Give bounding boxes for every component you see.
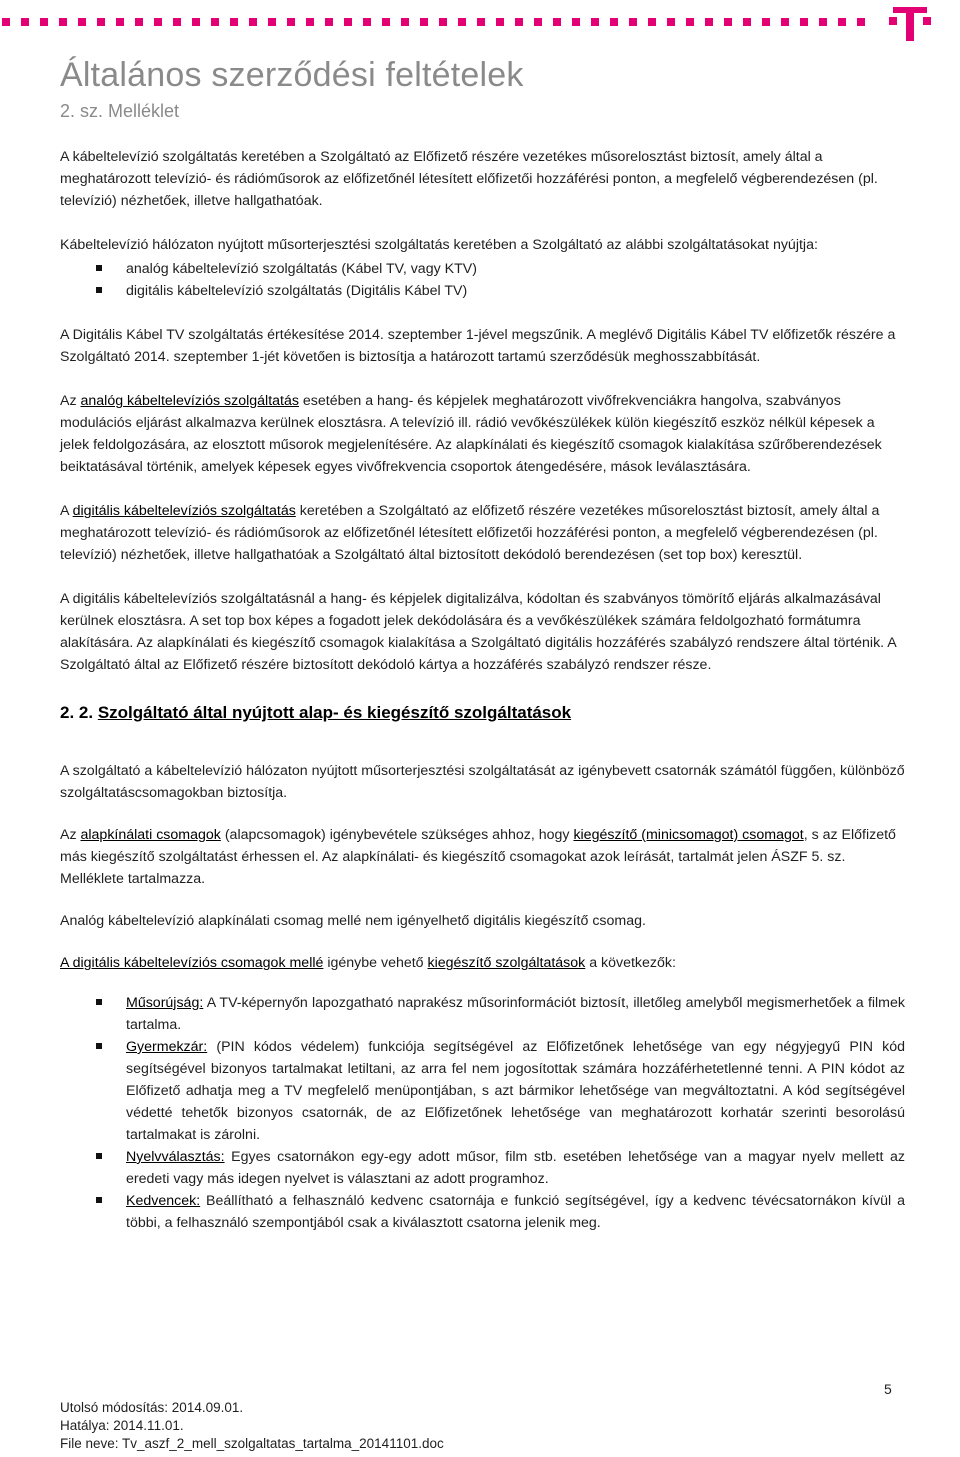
footer-effective: Hatálya: 2014.11.01. — [60, 1418, 184, 1433]
document-body — [60, 146, 905, 1234]
list-item: digitális kábeltelevízió szolgáltatás (Digitális Kábel TV) — [60, 280, 905, 302]
brand-dot — [287, 18, 295, 26]
footer-modified: Utolsó módosítás: 2014.09.01. — [60, 1400, 244, 1415]
brand-dot — [211, 18, 219, 26]
brand-dot — [230, 18, 238, 26]
brand-dot — [382, 18, 390, 26]
brand-dot — [762, 18, 770, 26]
brand-dot — [496, 18, 504, 26]
list-item: Nyelvválasztás: Egyes csatornákon egy-egy adott műsor, film stb. esetében lehetősége van a magyar nyelv mellett az eredeti vagy más idegen nyelvet is választani az adott programhoz. — [60, 1146, 905, 1190]
brand-dot — [21, 18, 29, 26]
brand-dot — [40, 18, 48, 26]
list-item: analóg kábeltelevízió szolgáltatás (Kábel TV, vagy KTV) — [60, 258, 905, 280]
brand-dot — [705, 18, 713, 26]
brand-dot — [819, 18, 827, 26]
intro-paragraph: A kábeltelevízió szolgáltatás keretében a Szolgáltató az Előfizető részére vezetékes műsorelosztást biztosít, amely által a meghatározott televízió- és rádióműsorok az előfizetőnél létesített előfizetői hozzáférési ponton, a megfelelő végberendezésen (pl. televízió) nézhetőek, illetve hallgathatóak. — [60, 149, 878, 209]
brand-dot — [78, 18, 86, 26]
brand-dot — [686, 18, 694, 26]
brand-dot — [135, 18, 143, 26]
analog-paragraph: Az analóg kábeltelevíziós szolgáltatás esetében a hang- és képjelek meghatározott vivőfrekvenciákra hangolva, szabványos modulációs eljárást alkalmazva kerülnek elosztásra. A televízió ill. rádió vevőkészülékek külön kiegészítő eszköz nélkül képesek a jelek feldolgozására, az elosztott műsorok megjelenítésére. Az alapkínálati és kiegészítő csomagok kialakítása szűrőberendezések beiktatásával történik, amelyek képesek egyes vivőfrekvencia csoportok átengedésére, mások leválasztására. — [60, 393, 882, 475]
brand-dot — [173, 18, 181, 26]
brand-dot — [534, 18, 542, 26]
brand-dot — [743, 18, 751, 26]
section-paragraph-3: Analóg kábeltelevízió alapkínálati csomag mellé nem igényelhető digitális kiegészítő csomag. — [60, 913, 646, 929]
digital-term: digitális kábeltelevíziós szolgáltatás — [72, 503, 296, 519]
section-paragraph-2: Az alapkínálati csomagok (alapcsomagok) igénybevétele szükséges ahhoz, hogy kiegészítő (minicsomagot) csomagot, s az Előfizető más kiegészítő szolgáltatást érhessen el. Az alapkínálati- és kiegészítő csomagokat azok leírását, tartalmát jelen ÁSZF 5. sz. Melléklete tartalmazza. — [60, 827, 896, 887]
brand-dot — [591, 18, 599, 26]
brand-dot — [344, 18, 352, 26]
brand-dot — [781, 18, 789, 26]
brand-dot — [97, 18, 105, 26]
brand-dot — [553, 18, 561, 26]
footer — [60, 1399, 444, 1453]
brand-dot — [192, 18, 200, 26]
brand-dot — [610, 18, 618, 26]
brand-dot — [363, 18, 371, 26]
brand-dot — [648, 18, 656, 26]
footer-file: File neve: Tv_aszf_2_mell_szolgaltatas_tartalma_20141101.doc — [60, 1436, 444, 1451]
section-paragraph-1: A szolgáltató a kábeltelevízió hálózaton nyújtott műsorterjesztési szolgáltatását az igénybevett csatornák számától függően, különböző szolgáltatáscsomagokban biztosítja. — [60, 763, 905, 801]
brand-dot — [2, 18, 10, 26]
list-item: Műsorújság: A TV-képernyőn lapozgatható naprakész műsorinformációt biztosít, illetőleg amelyből megismerhetőek a filmek tartalma. — [60, 992, 905, 1036]
page-title: Általános szerződési feltételek — [60, 56, 524, 94]
page-number: 5 — [884, 1381, 892, 1397]
brand-dot — [249, 18, 257, 26]
services-list — [60, 258, 905, 302]
brand-dot — [838, 18, 846, 26]
brand-dot — [458, 18, 466, 26]
brand-dot — [439, 18, 447, 26]
list-item: Gyermekzár: (PIN kódos védelem) funkciója segítségével az Előfizetőnek lehetősége van egy négyjegyű PIN kód segítségével bizonyos tartalmakat letiltani, az arra fel nem jogosítottak számára hozzáférhetetlenné tenni. A PIN kódot az Előfizető adhatja meg a TV megfelelő menüpontjában, s azt bármikor lehetősége van megváltoztatni. A kód segítségével védetté tehetők bizonyos csatornák, de az Előfizetőnek lehetősége van meghatározott korhatár szerinti besorolású tartalmakat is zárolni. — [60, 1036, 905, 1146]
brand-dot-strip — [0, 18, 880, 28]
brand-dot — [477, 18, 485, 26]
brand-dot — [724, 18, 732, 26]
list-item: Kedvencek: Beállítható a felhasználó kedvenc csatornája e funkció segítségével, így a kedvenc tévécsatornákon kívül a többi, a felhasználó szempontjából csak a kiválasztott csatorna jelenik meg. — [60, 1190, 905, 1234]
brand-dot — [515, 18, 523, 26]
features-list — [60, 992, 905, 1234]
brand-dot — [268, 18, 276, 26]
section-paragraph-4: A digitális kábeltelevíziós csomagok mellé igénybe vehető kiegészítő szolgáltatások a következők: — [60, 955, 676, 971]
brand-dot — [420, 18, 428, 26]
analog-term: analóg kábeltelevíziós szolgáltatás — [80, 393, 299, 409]
brand-dot — [667, 18, 675, 26]
brand-dot — [306, 18, 314, 26]
brand-dot — [857, 18, 865, 26]
digital-end-paragraph: A Digitális Kábel TV szolgáltatás értékesítése 2014. szeptember 1-jével megszűnik. A meglévő Digitális Kábel TV előfizetők részére a Szolgáltató 2014. szeptember 1-jét követően is biztosítja a határozott tartamú szerződésük meghosszabbítását. — [60, 327, 896, 365]
brand-dot — [325, 18, 333, 26]
digital-paragraph: A digitális kábeltelevíziós szolgáltatás keretében a Szolgáltató az előfizető részére vezetékes műsorelosztást biztosít, amely által a meghatározott televízió- és rádióműsorok az előfizetőnél létesített előfizetői hozzáférési ponton, a megfelelő végberendezésen (pl. televízió) nézhetőek, illetve hallgathatóak a Szolgáltató által biztosított dekódoló berendezésen (set top box) keresztül. — [60, 503, 880, 563]
services-intro: Kábeltelevízió hálózaton nyújtott műsorterjesztési szolgáltatás keretében a Szolgáltató az alábbi szolgáltatásokat nyújtja: — [60, 237, 818, 253]
brand-dot — [401, 18, 409, 26]
section-heading: 2. 2. Szolgáltató által nyújtott alap- és kiegészítő szolgáltatások — [60, 703, 572, 722]
brand-dot — [572, 18, 580, 26]
page-subtitle: 2. sz. Melléklet — [60, 101, 180, 121]
brand-dot — [629, 18, 637, 26]
brand-dot — [116, 18, 124, 26]
t-logo-icon — [889, 3, 931, 45]
digital-detail-paragraph: A digitális kábeltelevíziós szolgáltatásnál a hang- és képjelek digitalizálva, kódoltan és szabványos tömörítő eljárás alkalmazásával kerülnek elosztásra. A set top box képes a fogadott jelek dekódolására és a vevőkészülékek számára feldolgozható formátumra alakítására. Az alapkínálati és kiegészítő csomagok kialakítása a Szolgáltató digitális hozzáférés szabályzó rendszere által történik. A Szolgáltató által az Előfizető részére biztosított dekódoló kártya a hozzáférés szabályzó rendszer része. — [60, 591, 896, 673]
brand-dot — [59, 18, 67, 26]
brand-dot — [154, 18, 162, 26]
brand-dot — [800, 18, 808, 26]
